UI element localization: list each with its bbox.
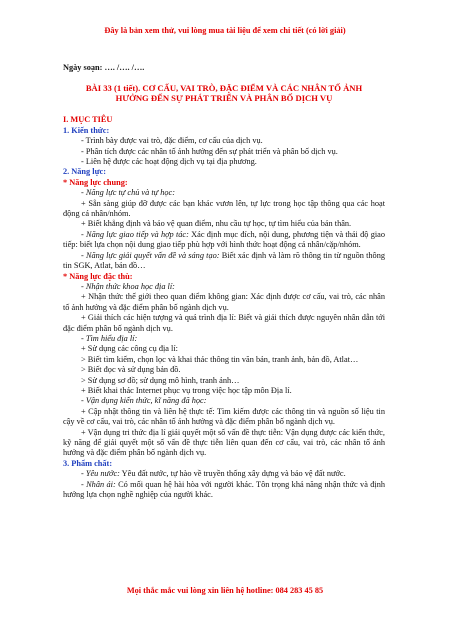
knowledge-item-3: - Liên hệ được các hoạt động dịch vụ tại địa phương. — [81, 157, 257, 167]
date-line: Ngày soạn: …. /…. /…. — [63, 63, 145, 72]
specific-item-7: > Biết đọc và sử dụng bản đồ. — [81, 365, 181, 375]
general-item-2: + Sẵn sàng giúp đỡ được các bạn khác vươn lên, tự lực trong học tập thông qua các hoạt động cá nhân/nhóm. — [63, 198, 385, 219]
heading-qualities: 3. Phẩm chất: — [63, 458, 113, 468]
preview-notice: Đây là bản xem thử, vui lòng mua tài liệu để xem chi tiết (có lời giải) — [104, 26, 346, 35]
heading-competence: 2. Năng lực: — [63, 167, 107, 177]
quality-item-1 — [63, 469, 385, 479]
specific-item-3: + Giải thích các hiện tượng và quá trình địa lí: Biết và giải thích được nguyên nhân dẫn tới đặc điểm phân bố ngành dịch vụ. — [63, 313, 385, 333]
hotline-notice: Mọi thắc mắc vui lòng xin liên hệ hotline: 084 283 45 85 — [126, 586, 324, 595]
general-item-1: - Năng lực tự chủ và tự học: — [81, 188, 175, 198]
specific-item-10: - Vận dụng kiến thức, kĩ năng đã học: — [81, 396, 207, 406]
knowledge-item-2: - Phân tích được các nhân tố ảnh hưởng đến sự phát triển và phân bố dịch vụ. — [81, 146, 338, 156]
specific-item-11: + Cập nhật thông tin và liên hệ thực tế: Tìm kiếm được các thông tin và nguồn số liệu tin cậy về cơ cấu, vai trò, các nhân tố ảnh hưởng và đặc điểm phân bố ngành dịch vụ. — [63, 406, 385, 427]
specific-item-1: - Nhận thức khoa học địa lí: — [81, 281, 175, 291]
general-item-5 — [63, 251, 385, 272]
section-objectives: I. MỤC TIÊU — [63, 115, 113, 125]
specific-item-12: + Vận dụng tri thức địa lí giải quyết một số vấn đề thực tiễn: Vận dụng được các kiến thức, kỹ năng để giải quyết một số vấn đề thực tiễn liên quan đến cơ cấu, vai trò, các nhân tố ảnh hưởng và đặc điểm phân bố ngành dịch vụ. — [63, 427, 385, 458]
quality-item-2-text: Có mối quan hệ hài hòa với người khác. Tôn trọng khả năng nhận thức và định hướng lựa chọn nghề nghiệp của người khác. — [63, 479, 386, 500]
specific-item-6: > Biết tìm kiếm, chọn lọc và khai thác thông tin văn bản, tranh ảnh, bản đồ, Atlat… — [81, 354, 359, 364]
general-item-4-text: Xác định mục đích, nội dung, phương tiện và thái độ giao tiếp: biết lựa chọn nội dung giao tiếp phù hợp với hình thức hoạt động cá nhân/cặp/nhóm. — [63, 229, 386, 250]
quality-item-1-text: Yêu đất nước, tự hào về truyền thống xây dựng và bảo vệ đất nước. — [119, 469, 346, 479]
quality-item-1-label: - Yêu nước: — [81, 469, 120, 479]
general-item-4 — [63, 230, 385, 251]
lesson-title-line-1: BÀI 33 (1 tiết). CƠ CẤU, VAI TRÒ, ĐẶC ĐIỂM VÀ CÁC NHÂN TỐ ẢNH — [85, 83, 363, 94]
quality-item-2 — [63, 480, 385, 501]
specific-item-4: - Tìm hiểu địa lí: — [81, 333, 138, 343]
heading-knowledge: 1. Kiến thức: — [63, 125, 110, 135]
knowledge-item-1: - Trình bày được vai trò, đặc điểm, cơ cấu của dịch vụ. — [81, 136, 263, 146]
lesson-title — [63, 83, 385, 103]
general-item-5-text: Biết xác định và làm rõ thông tin từ nguồn thông tin SGK, Atlat, bản đồ… — [63, 250, 385, 271]
specific-item-5: + Sử dụng các công cụ địa lí: — [81, 344, 178, 354]
quality-item-2-label: - Nhân ái: — [81, 479, 116, 489]
heading-general-competence: * Năng lực chung: — [63, 177, 128, 187]
general-item-3: + Biết khẳng định và bảo vệ quan điểm, nhu cầu tự học, tự tìm hiểu của bản thân. — [81, 219, 352, 229]
specific-item-2: + Nhận thức thế giới theo quan điểm không gian: Xác định được cơ cấu, vai trò, các nhân tố ảnh hưởng và đặc điểm phân bố ngành dịch vụ. — [63, 292, 385, 312]
lesson-title-line-2: HƯỞNG ĐẾN SỰ PHÁT TRIỂN VÀ PHÂN BỐ DỊCH VỤ — [115, 93, 333, 104]
heading-specific-competence: * Năng lực đặc thù: — [63, 271, 133, 281]
specific-item-8: > Sử dụng sơ đồ; sử dụng mô hình, tranh ảnh… — [81, 375, 240, 385]
lesson-content — [63, 63, 385, 500]
specific-item-9: + Biết khai thác Internet phục vụ trong việc học tập môn Địa lí. — [81, 385, 292, 395]
general-item-5-label: - Năng lực giải quyết vấn đề và sáng tạo: — [81, 250, 220, 260]
general-item-4-label: - Năng lực giao tiếp và hợp tác: — [81, 229, 189, 239]
